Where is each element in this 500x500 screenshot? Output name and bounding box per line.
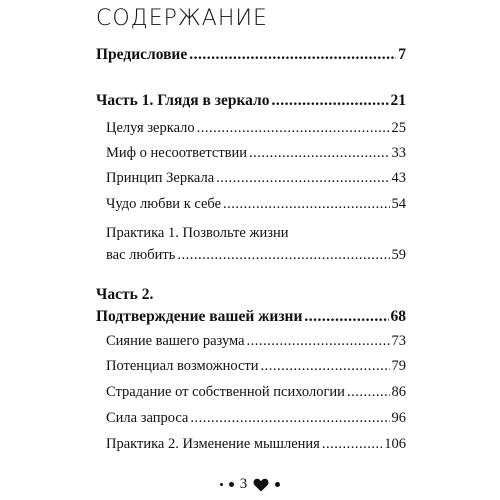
- toc-entry-page: 33: [391, 145, 406, 161]
- toc-entry-chapter[interactable]: [106, 120, 406, 137]
- toc-entry-preface[interactable]: [96, 46, 406, 64]
- toc-entry-label: Часть 1. Глядя в зеркало: [96, 92, 270, 109]
- ornament-dot: [220, 483, 223, 486]
- toc-entry-label: Принцип Зеркала: [106, 170, 215, 186]
- toc-entry-page: 86: [391, 384, 406, 400]
- toc-entry-label: Сияние вашего разума: [106, 333, 245, 349]
- toc-entry-practice-2[interactable]: [106, 436, 406, 453]
- toc-entry-page: 43: [391, 170, 406, 186]
- dot-leader: [261, 358, 390, 375]
- toc-entry-page: 73: [391, 333, 406, 349]
- dot-leader: [304, 306, 388, 328]
- toc-entry-page: 7: [398, 46, 406, 63]
- page-footer: [0, 476, 500, 493]
- toc-entry-chapter[interactable]: [106, 145, 406, 162]
- toc-entry-practice-1[interactable]: [106, 222, 406, 266]
- toc-entry-page: 59: [391, 247, 406, 263]
- dot-leader: [247, 333, 390, 350]
- toc-entry-label: Потенциал возможности: [106, 358, 259, 374]
- toc-entry-page: 25: [391, 120, 406, 136]
- heart-icon: [253, 478, 269, 492]
- dot-leader: [216, 170, 389, 187]
- page-number: 3: [239, 476, 248, 492]
- toc-entry-chapter[interactable]: [106, 358, 406, 375]
- toc-entry-part-2[interactable]: [96, 284, 406, 328]
- toc-entry-label: вас любить: [106, 247, 176, 263]
- dot-leader: [190, 410, 389, 427]
- ornament-dot: [229, 482, 234, 487]
- dot-leader: [197, 120, 390, 137]
- toc-entry-label: Сила запроса: [106, 410, 189, 426]
- toc-entry-label: Миф о несоответствии: [106, 145, 248, 161]
- toc-entry-label: Чудо любви к себе: [106, 196, 222, 212]
- toc-entry-chapter[interactable]: [106, 196, 406, 213]
- toc-entry-page: 106: [384, 436, 406, 452]
- dot-leader: [189, 46, 396, 64]
- toc-entry-page: 96: [391, 410, 406, 426]
- toc-entry-label: Целуя зеркало: [106, 120, 195, 136]
- toc-entry-label: Страдание от собственной психологии: [106, 384, 345, 400]
- dot-leader: [249, 145, 389, 162]
- ornament-dot: [275, 482, 280, 487]
- toc-entry-chapter[interactable]: [106, 333, 406, 350]
- toc-entry-page: 68: [390, 308, 406, 325]
- toc-entry-label: Подтверждение вашей жизни: [96, 308, 303, 325]
- dot-leader: [223, 196, 389, 213]
- dot-leader: [272, 92, 389, 110]
- dot-leader: [322, 436, 382, 453]
- toc-entry-part-1[interactable]: [96, 92, 406, 110]
- toc-entry-chapter[interactable]: [106, 384, 406, 401]
- toc-entry-label: Практика 2. Изменение мышления: [106, 436, 320, 452]
- dot-leader: [177, 244, 389, 266]
- toc-entry-page: 79: [391, 358, 406, 374]
- toc-entry-chapter[interactable]: [106, 170, 406, 187]
- toc-entry-page: 21: [390, 92, 406, 109]
- toc-entry-label: Предисловие: [96, 46, 188, 63]
- toc-entry-label-line1: Практика 1. Позвольте жизни: [106, 225, 289, 241]
- toc-entry-chapter[interactable]: [106, 410, 406, 427]
- page-heading: СОДЕРЖАНИЕ: [96, 6, 268, 31]
- toc-entry-page: 54: [391, 196, 406, 212]
- toc-entry-label-line1: Часть 2.: [96, 286, 154, 303]
- dot-leader: [347, 384, 390, 401]
